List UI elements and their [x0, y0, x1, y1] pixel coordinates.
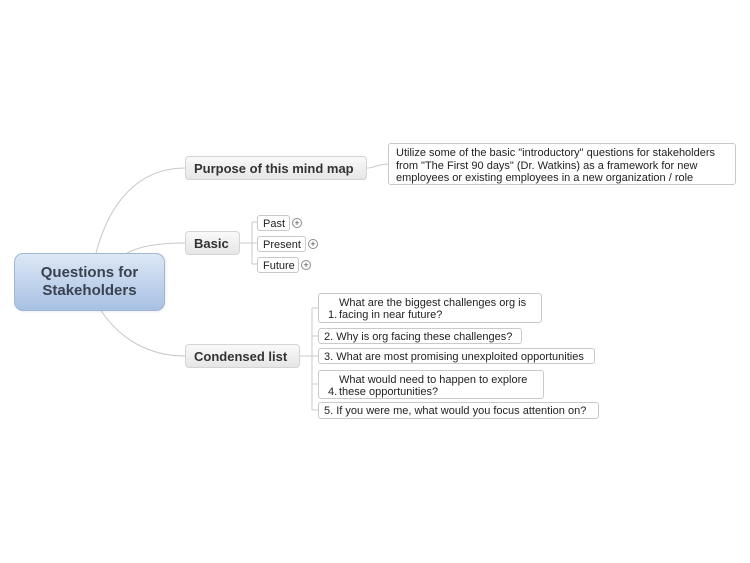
condensed-item-1[interactable]: [318, 293, 542, 323]
condensed-item-4-number: 4.: [328, 386, 338, 398]
basic-item-past-label: Past: [263, 218, 286, 230]
topic-purpose-label: Purpose of this mind map: [194, 160, 354, 176]
topic-basic[interactable]: [185, 231, 240, 255]
basic-item-past[interactable]: [257, 215, 290, 231]
basic-item-present[interactable]: [257, 236, 306, 252]
purpose-note-line1: Utilize some of the basic "introductory" questions for stakeholders: [396, 147, 716, 159]
condensed-item-3[interactable]: [318, 348, 595, 364]
topic-condensed-label: Condensed list: [194, 348, 288, 364]
basic-item-present-label: Present: [263, 239, 301, 251]
condensed-item-1-number: 1.: [328, 309, 338, 321]
condensed-item-5-text: 5. If you were me, what would you focus attention on?: [324, 405, 587, 417]
topic-basic-label: Basic: [194, 235, 229, 251]
topic-condensed-list[interactable]: [185, 344, 300, 368]
condensed-item-2-text: 2. Why is org facing these challenges?: [324, 331, 513, 343]
expand-past-icon[interactable]: +: [292, 218, 302, 228]
basic-item-future-label: Future: [263, 260, 295, 272]
condensed-item-3-text: 3. What are most promising unexploited opportunities: [324, 351, 584, 363]
topic-purpose[interactable]: [185, 156, 367, 180]
condensed-item-2[interactable]: [318, 328, 522, 344]
connector-condensed-subs: [300, 308, 318, 410]
condensed-item-1-line2: facing in near future?: [339, 309, 443, 321]
condensed-item-4[interactable]: [318, 370, 544, 399]
central-topic-line2: Stakeholders: [42, 282, 137, 299]
central-topic[interactable]: [14, 253, 165, 311]
connector-purpose-note: [367, 164, 388, 168]
connector-basic-subs: [240, 222, 257, 264]
basic-item-future[interactable]: [257, 257, 299, 273]
connector-central-purpose: [96, 168, 185, 253]
condensed-item-4-line2: these opportunities?: [339, 386, 439, 398]
purpose-note[interactable]: [388, 143, 736, 185]
purpose-note-line3: employees or existing employees in a new organization / role: [396, 172, 694, 184]
connector-central-condensed: [100, 309, 185, 356]
condensed-item-1-line1: What are the biggest challenges org is: [339, 297, 527, 309]
connector-central-basic: [127, 243, 185, 253]
expand-present-icon[interactable]: +: [308, 239, 318, 249]
condensed-item-4-line1: What would need to happen to explore: [339, 374, 528, 386]
purpose-note-line2: from "The First 90 days" (Dr. Watkins) as a framework for new: [396, 159, 698, 172]
central-topic-line1: Questions for: [40, 264, 139, 281]
condensed-item-5[interactable]: [318, 402, 599, 419]
expand-future-icon[interactable]: +: [301, 260, 311, 270]
